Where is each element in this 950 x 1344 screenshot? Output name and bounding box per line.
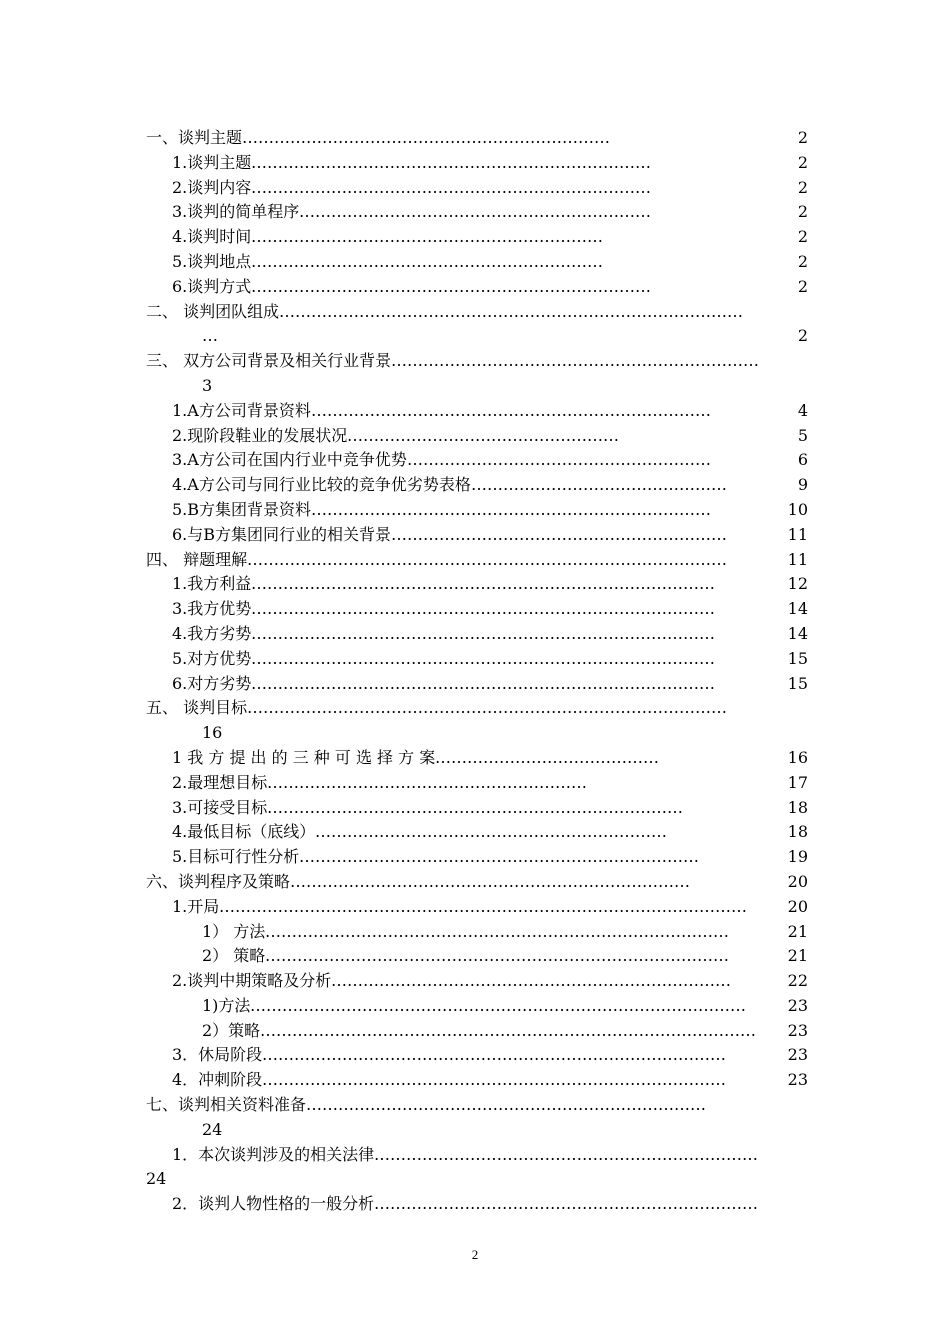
- toc-entry-title: 1.A方公司背景资料: [172, 400, 311, 420]
- toc-entry-title: 5.谈判地点: [172, 251, 252, 271]
- toc-entry[interactable]: [146, 920, 808, 945]
- toc-continuation-text: …: [202, 326, 218, 346]
- toc-leader-dots: …………………………………………………………………: [331, 971, 731, 991]
- toc-leader-dots: ……………………………………………………………: [391, 351, 759, 371]
- toc-leader-dots: ……………………………………………………………………………: [251, 673, 715, 693]
- toc-entry[interactable]: [146, 448, 808, 473]
- toc-entry-title: 1．本次谈判涉及的相关法律: [172, 1144, 375, 1164]
- toc-entry-title: 四、 辩题理解: [146, 549, 248, 569]
- toc-page-number: 2: [797, 202, 808, 222]
- toc-page-number: 11: [787, 524, 808, 544]
- toc-entry-title: 4．冲刺阶段: [172, 1070, 263, 1090]
- toc-entry-title: 1)方法: [202, 995, 251, 1015]
- toc-leader-dots: …………………………………………………………: [251, 227, 603, 247]
- toc-leader-dots: …………………………………………………………………: [299, 847, 699, 867]
- toc-page-number: 16: [787, 747, 808, 767]
- toc-leader-dots: …………………………………………………………………………………: [250, 995, 746, 1015]
- toc-leader-dots: ………………………………………………………………………………………: [219, 896, 747, 916]
- toc-page-number: 12: [787, 574, 808, 594]
- toc-entry-title: 2.现阶段鞋业的发展状况: [172, 425, 348, 445]
- toc-entry-continuation[interactable]: [146, 721, 808, 746]
- toc-entry[interactable]: [146, 647, 808, 672]
- toc-entry-title: 1.我方利益: [172, 574, 252, 594]
- toc-page-number: 15: [787, 673, 808, 693]
- table-of-contents: [146, 126, 808, 1217]
- toc-entry-title: 4.我方劣势: [172, 623, 252, 643]
- toc-leader-dots: …………………………………………………………: [315, 822, 667, 842]
- toc-entry-title: 5.对方优势: [172, 648, 252, 668]
- toc-entry[interactable]: [146, 1192, 808, 1217]
- toc-page-number: 2: [797, 326, 808, 346]
- toc-leader-dots: ……………………………………………………………………………: [251, 574, 715, 594]
- toc-entry[interactable]: [146, 746, 808, 771]
- toc-leader-dots: …………………………………………………………………: [251, 177, 651, 197]
- toc-continuation-text: 16: [202, 723, 223, 743]
- toc-entry[interactable]: [146, 771, 808, 796]
- toc-entry[interactable]: [146, 895, 808, 920]
- toc-leader-dots: ……………………………………………………………………………: [265, 921, 729, 941]
- toc-entry[interactable]: [146, 1068, 808, 1093]
- toc-page-number: 17: [787, 772, 808, 792]
- toc-page-number: 23: [787, 1070, 808, 1090]
- toc-page-number: 21: [787, 921, 808, 941]
- toc-entry[interactable]: [146, 845, 808, 870]
- toc-page-number: 18: [787, 797, 808, 817]
- toc-page-number: 23: [787, 1020, 808, 1040]
- toc-page-number: 5: [797, 425, 808, 445]
- toc-leader-dots: …………………………………………………………: [251, 251, 603, 271]
- toc-leader-dots: ……………………………………………………………………………: [262, 1045, 726, 1065]
- toc-page-number: 23: [787, 1045, 808, 1065]
- toc-leader-dots: …………………………………………………………………: [306, 1095, 706, 1115]
- toc-entry-title: 5.目标可行性分析: [172, 847, 300, 867]
- toc-page-number: 2: [797, 276, 808, 296]
- toc-entry-continuation[interactable]: [146, 324, 808, 349]
- toc-page-number: 20: [787, 896, 808, 916]
- page-number: 2: [471, 1247, 479, 1262]
- toc-entry-title: 二、 谈判团队组成: [146, 301, 280, 321]
- toc-leader-dots: ……………………………………………………………………: [267, 797, 683, 817]
- toc-page-number: 23: [787, 995, 808, 1015]
- toc-continuation-text: 24: [146, 1169, 167, 1189]
- toc-entry[interactable]: [146, 820, 808, 845]
- toc-leader-dots: ……………………………………………………………………………: [262, 1070, 726, 1090]
- toc-continuation-text: 24: [202, 1119, 223, 1139]
- toc-entry-title: 2.谈判中期策略及分析: [172, 971, 332, 991]
- toc-entry[interactable]: [146, 1093, 808, 1118]
- toc-entry[interactable]: [146, 548, 808, 573]
- toc-page-number: 14: [787, 623, 808, 643]
- toc-page-number: 11: [787, 549, 808, 569]
- toc-continuation-text: 3: [202, 375, 213, 395]
- toc-page-number: 14: [787, 599, 808, 619]
- toc-entry[interactable]: [146, 1043, 808, 1068]
- toc-entry[interactable]: [146, 275, 808, 300]
- toc-page-number: 4: [797, 400, 808, 420]
- toc-entry-title: 4.最低目标（底线）: [172, 822, 316, 842]
- toc-entry[interactable]: [146, 176, 808, 201]
- toc-page-number: 2: [797, 152, 808, 172]
- toc-entry-title: 3.我方优势: [172, 599, 252, 619]
- toc-leader-dots: …………………………………………………………………: [251, 152, 651, 172]
- toc-leader-dots: ……………………………………………………………: [242, 128, 610, 147]
- toc-leader-dots: ………………………………………………………………: [374, 1194, 758, 1214]
- toc-page-number: 21: [787, 946, 808, 966]
- toc-leader-dots: ……………………………………: [435, 747, 659, 767]
- toc-entry-continuation[interactable]: [146, 1167, 808, 1192]
- toc-entry[interactable]: [146, 349, 808, 374]
- toc-entry[interactable]: [146, 572, 808, 597]
- toc-page-number: 2: [797, 128, 808, 147]
- toc-leader-dots: ……………………………………………………………………………: [251, 648, 715, 668]
- toc-entry-title: 六、谈判程序及策略: [146, 871, 291, 891]
- toc-leader-dots: …………………………………………: [471, 475, 727, 495]
- toc-entry-title: 3.可接受目标: [172, 797, 268, 817]
- toc-entry[interactable]: [146, 1143, 808, 1168]
- toc-entry-title: 2） 策略: [202, 946, 266, 966]
- toc-entry[interactable]: [146, 151, 808, 176]
- toc-entry-title: 3．休局阶段: [172, 1045, 263, 1065]
- toc-page-number: 6: [797, 450, 808, 470]
- toc-page-number: 20: [787, 871, 808, 891]
- toc-leader-dots: …………………………………………………………………………………: [260, 1020, 756, 1040]
- toc-entry[interactable]: [146, 399, 808, 424]
- toc-entry[interactable]: [146, 796, 808, 821]
- toc-entry-title: 3.A方公司在国内行业中竞争优势: [172, 450, 407, 470]
- toc-entry[interactable]: [146, 870, 808, 895]
- toc-entry-title: 2.谈判内容: [172, 177, 252, 197]
- toc-entry-title: 6.对方劣势: [172, 673, 252, 693]
- toc-entry-title: 1.谈判主题: [172, 152, 252, 172]
- toc-page-number: 2: [797, 177, 808, 197]
- toc-page-number: 9: [797, 475, 808, 495]
- toc-entry[interactable]: [146, 424, 808, 449]
- toc-entry-title: 1 我 方 提 出 的 三 种 可 选 择 方 案: [172, 747, 436, 767]
- toc-entry[interactable]: [146, 126, 808, 151]
- toc-leader-dots: …………………………………………………………: [299, 202, 651, 222]
- toc-leader-dots: ……………………………………………………………………………: [265, 946, 729, 966]
- toc-entry[interactable]: [146, 994, 808, 1019]
- toc-page-number: 2: [797, 227, 808, 247]
- toc-entry-title: 6.与B方集团同行业的相关背景: [172, 524, 392, 544]
- toc-leader-dots: ……………………………………………………………………………: [279, 301, 743, 321]
- toc-entry[interactable]: [146, 523, 808, 548]
- toc-leader-dots: …………………………………………………: [407, 450, 711, 470]
- toc-entry-title: 5.B方集团背景资料: [172, 499, 312, 519]
- toc-entry[interactable]: [146, 300, 808, 325]
- toc-page-number: 15: [787, 648, 808, 668]
- toc-entry[interactable]: [146, 250, 808, 275]
- toc-leader-dots: ………………………………………………………: [391, 524, 727, 544]
- toc-entry[interactable]: [146, 672, 808, 697]
- toc-entry-title: 3.谈判的简单程序: [172, 202, 300, 222]
- toc-entry-title: 七、谈判相关资料准备: [146, 1095, 307, 1115]
- toc-entry-title: 2）策略: [202, 1020, 261, 1040]
- toc-leader-dots: …………………………………………………………………: [311, 400, 711, 420]
- toc-entry-continuation[interactable]: [146, 1118, 808, 1143]
- toc-entry-title: 4.谈判时间: [172, 227, 252, 247]
- toc-entry-title: 三、 双方公司背景及相关行业背景: [146, 351, 392, 371]
- toc-leader-dots: …………………………………………………………………: [251, 276, 651, 296]
- toc-page-number: 18: [787, 822, 808, 842]
- toc-entry-title: 1） 方法: [202, 921, 266, 941]
- toc-entry[interactable]: [146, 225, 808, 250]
- toc-leader-dots: ………………………………………………………………………………: [247, 698, 727, 718]
- toc-entry[interactable]: [146, 597, 808, 622]
- toc-leader-dots: ……………………………………………………………………………: [251, 623, 715, 643]
- toc-page-number: 2: [797, 251, 808, 271]
- toc-entry-title: 2．谈判人物性格的一般分析: [172, 1194, 375, 1214]
- toc-entry[interactable]: [146, 498, 808, 523]
- toc-entry[interactable]: [146, 622, 808, 647]
- toc-page-number: 19: [787, 847, 808, 867]
- toc-leader-dots: ……………………………………………………: [267, 772, 587, 792]
- toc-leader-dots: ………………………………………………………………: [374, 1144, 758, 1164]
- toc-page-number: 10: [787, 499, 808, 519]
- toc-leader-dots: …………………………………………………………………: [290, 871, 690, 891]
- toc-entry[interactable]: [146, 696, 808, 721]
- toc-leader-dots: …………………………………………………………………: [311, 499, 711, 519]
- toc-entry-title: 五、 谈判目标: [146, 698, 248, 718]
- toc-entry-title: 一、谈判主题: [146, 128, 243, 147]
- toc-entry[interactable]: [146, 969, 808, 994]
- toc-entry-continuation[interactable]: [146, 374, 808, 399]
- toc-leader-dots: ……………………………………………………………………………: [251, 599, 715, 619]
- toc-entry-title: 4.A方公司与同行业比较的竞争优劣势表格: [172, 475, 471, 495]
- toc-entry-title: 6.谈判方式: [172, 276, 252, 296]
- toc-entry[interactable]: [146, 200, 808, 225]
- toc-entry[interactable]: [146, 473, 808, 498]
- toc-leader-dots: ………………………………………………………………………………: [247, 549, 727, 569]
- toc-leader-dots: ……………………………………………: [347, 425, 619, 445]
- toc-page-number: 22: [787, 971, 808, 991]
- toc-entry-title: 2.最理想目标: [172, 772, 268, 792]
- toc-entry-title: 1.开局: [172, 896, 220, 916]
- toc-entry[interactable]: [146, 944, 808, 969]
- toc-entry[interactable]: [146, 1019, 808, 1044]
